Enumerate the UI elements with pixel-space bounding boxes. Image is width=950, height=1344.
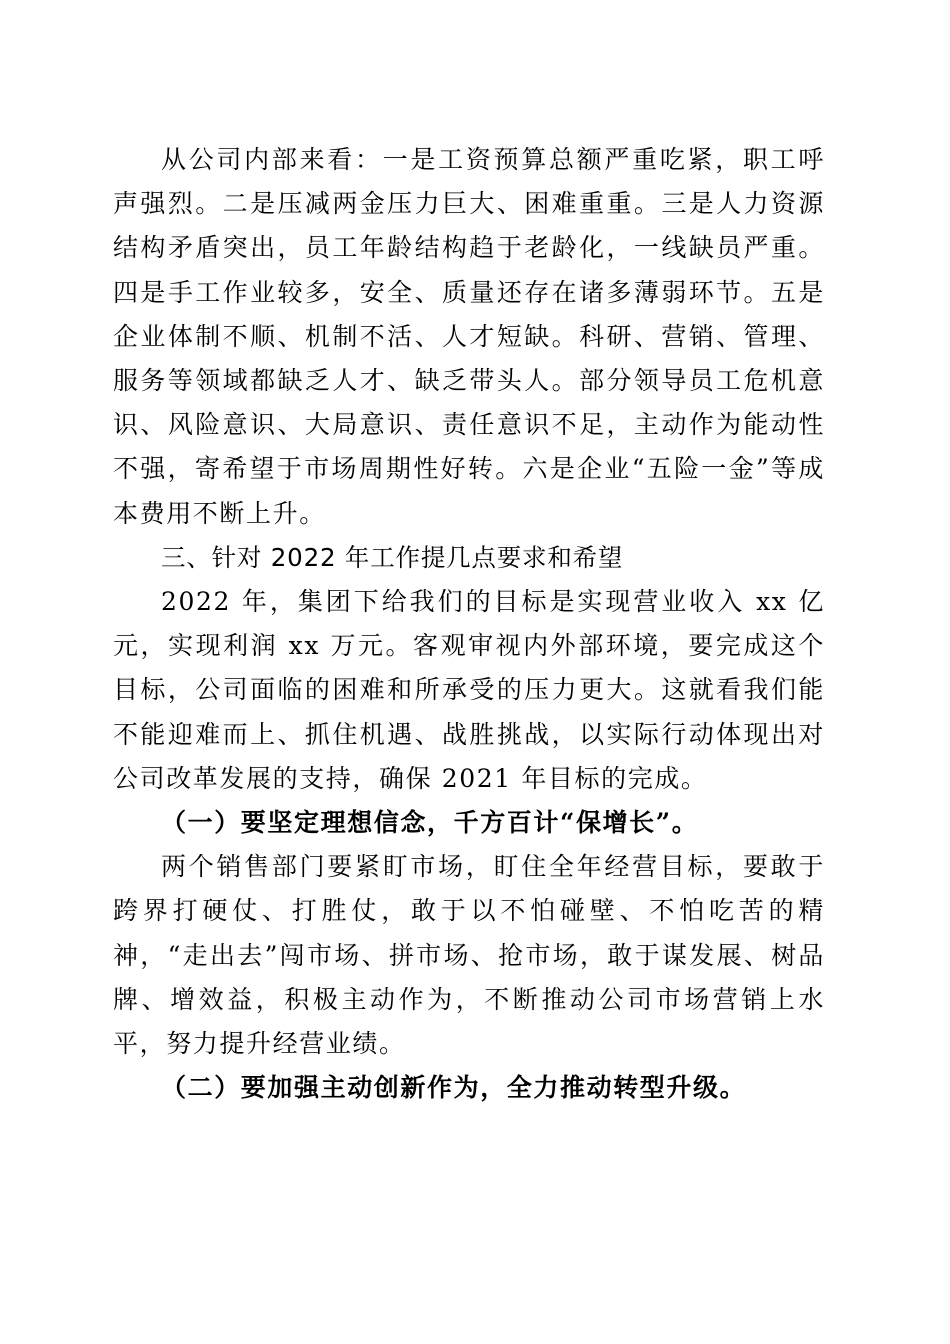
paragraph-internal-issues: 从公司内部来看：一是工资预算总额严重吃紧，职工呼声强烈。二是压减两金压力巨大、困难重重。三是人力资源结构矛盾突出，员工年龄结构趋于老龄化，一线缺员严重。四是手工作业较多，安全、质量还存在诸多薄弱环节。五是企业体制不顺、机制不活、人才短缺。科研、营销、管理、服务等领域都缺乏人才、缺乏带头人。部分领导员工危机意识、风险意识、大局意识、责任意识不足，主动作为能动性不强，寄希望于市场周期性好转。六是企业“五险一金”等成本费用不断上升。	[113, 145, 825, 528]
paragraph-sales-departments: 两个销售部门要紧盯市场，盯住全年经营目标，要敢于跨界打硬仗、打胜仗，敢于以不怕碰壁、不怕吃苦的精神，“走出去”闯市场、拼市场、抢市场，敢于谋发展、树品牌、增效益，积极主动作为，不断推动公司市场营销上水平，努力提升经营业绩。	[113, 852, 825, 1059]
document-body	[113, 138, 825, 1110]
subheading-keep-growth: （一）要坚定理想信念，千方百计“保增长”。	[161, 808, 699, 838]
paragraph-2022-targets: 2022 年，集团下给我们的目标是实现营业收入 xx 亿元，实现利润 xx 万元。客观审视内外部环境，要完成这个目标，公司面临的困难和所承受的压力更大。这就看我们能不能迎难而上、抓住机遇、战胜挑战，以实际行动体现出对公司改革发展的支持，确保 2021 年目标的完成。	[113, 587, 825, 793]
section-heading-requirements: 三、针对 2022 年工作提几点要求和希望	[161, 542, 624, 572]
subheading-innovation: （二）要加强主动创新作为，全力推动转型升级。	[161, 1073, 747, 1103]
